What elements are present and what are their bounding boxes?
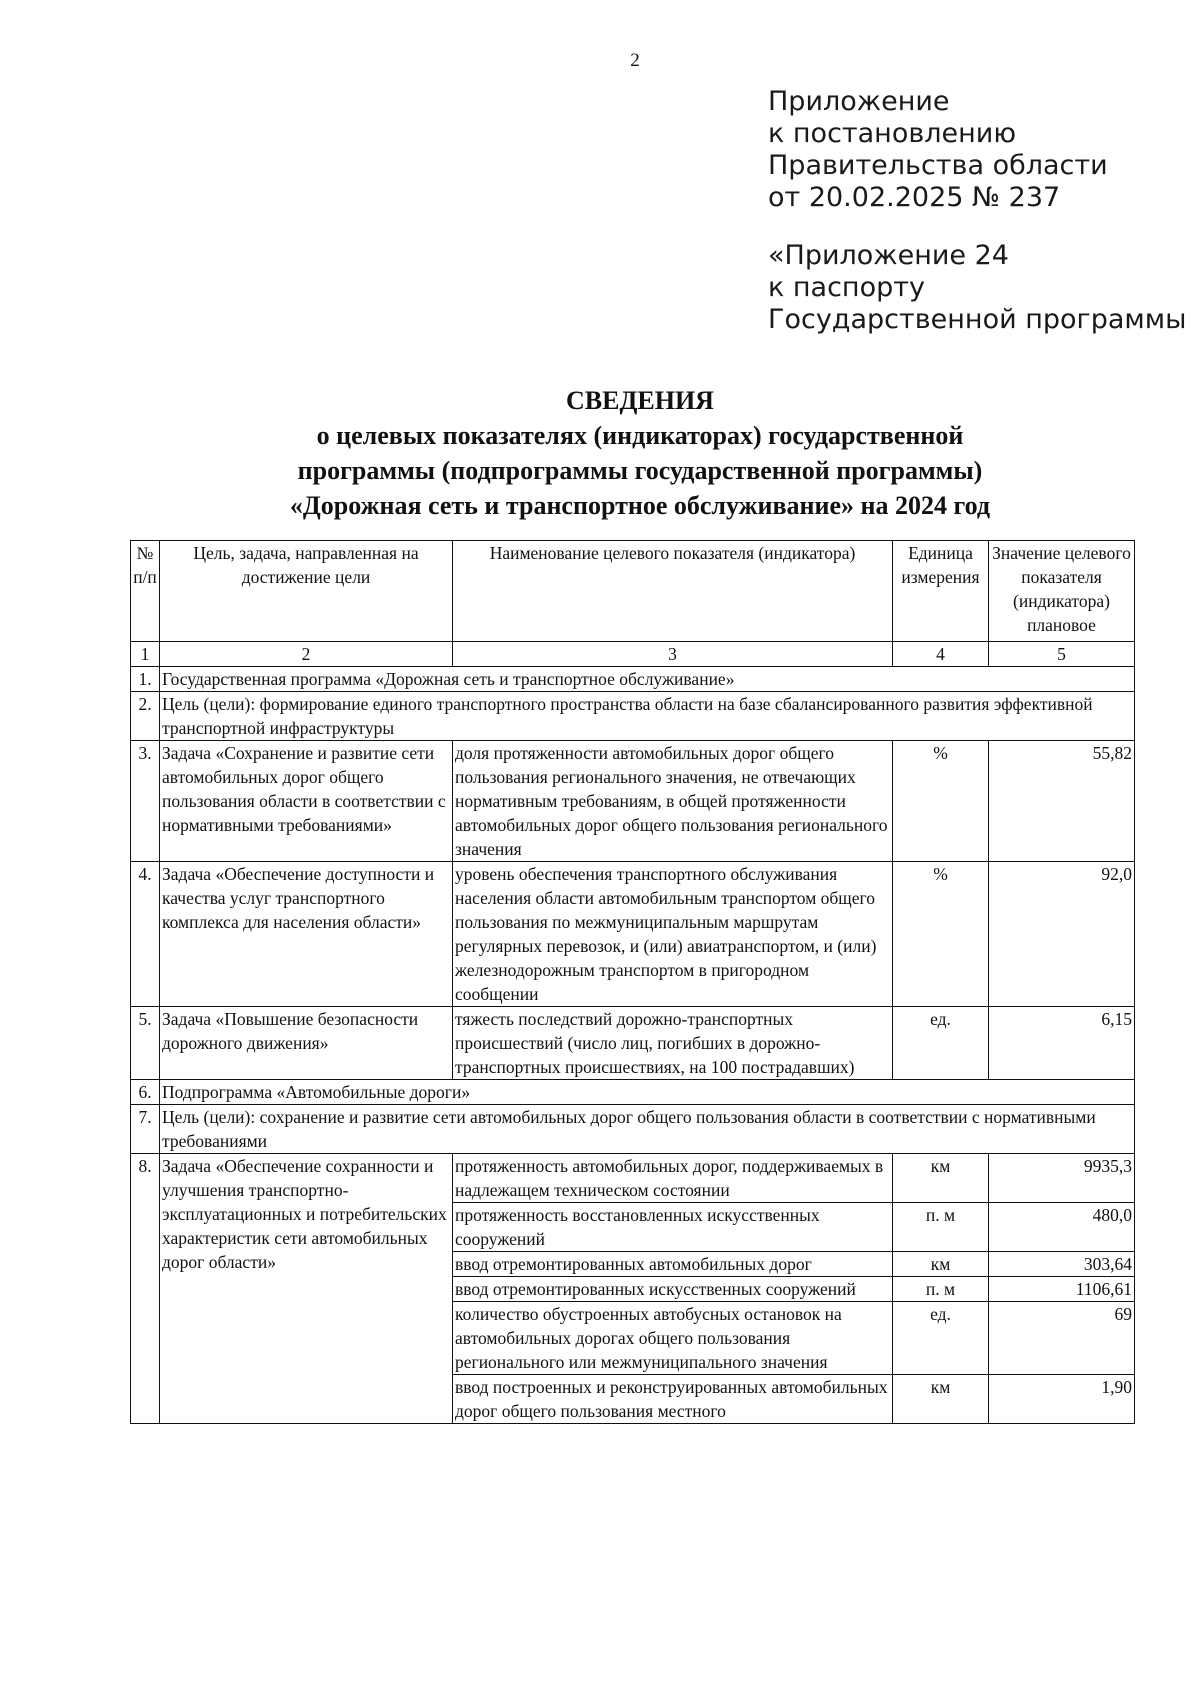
row-number: 4. — [131, 862, 160, 1007]
annex-line: «Приложение 24 — [768, 240, 1009, 271]
indicator-cell: протяженность автомобильных дорог, поддерживаемых в надлежащем техническом состоянии — [453, 1154, 893, 1203]
unit-cell: км — [893, 1154, 989, 1203]
title-line: СВЕДЕНИЯ — [566, 386, 714, 415]
indicator-cell: тяжесть последствий дорожно-транспортных происшествий (число лиц, погибших в дорожно-транспортных происшествиях, на 100 пострадавших) — [453, 1007, 893, 1080]
annex-line: к паспорту — [768, 272, 925, 303]
task-cell: Задача «Обеспечение сохранности и улучшения транспортно-эксплуатационных и потребительских характеристик сети автомобильных дорог области» — [160, 1154, 453, 1424]
unit-cell: п. м — [893, 1203, 989, 1252]
header-unit: Единица измерения — [893, 541, 989, 642]
value-cell: 69 — [989, 1302, 1135, 1375]
header-indicator: Наименование целевого показателя (индикатора) — [453, 541, 893, 642]
indicator-cell: доля протяженности автомобильных дорог общего пользования регионального значения, не отвечающих нормативным требованиям, в общей протяженности автомобильных дорог общего пользования регионального значения — [453, 741, 893, 862]
table-row — [131, 1154, 1135, 1203]
unit-cell: п. м — [893, 1277, 989, 1302]
indicators-table — [130, 540, 1135, 1424]
indicator-cell: ввод отремонтированных искусственных сооружений — [453, 1277, 893, 1302]
header-value: Значение целевого показателя (индикатора) плановое — [989, 541, 1135, 642]
approval-line: к постановлению — [768, 118, 1017, 149]
value-cell: 55,82 — [989, 741, 1135, 862]
header-goal: Цель, задача, направленная на достижение цели — [160, 541, 453, 642]
indicator-cell: уровень обеспечения транспортного обслуживания населения области автомобильным транспортом общего пользования по межмуниципальным маршрутам регулярных перевозок, и (или) авиатранспортом, и (или) железнодорожным транспортом в пригородном сообщении — [453, 862, 893, 1007]
value-cell: 1,90 — [989, 1375, 1135, 1424]
document-title — [110, 383, 1170, 523]
program-title: Государственная программа «Дорожная сеть и транспортное обслуживание» — [160, 667, 1135, 692]
unit-cell: % — [893, 741, 989, 862]
subprogram-title: Подпрограмма «Автомобильные дороги» — [160, 1080, 1135, 1105]
column-numbers-row — [131, 642, 1135, 667]
row-number: 6. — [131, 1080, 160, 1105]
value-cell: 92,0 — [989, 862, 1135, 1007]
task-cell: Задача «Повышение безопасности дорожного движения» — [160, 1007, 453, 1080]
title-line: программы (подпрограммы государственной программы) — [297, 456, 983, 485]
row-number: 8. — [131, 1154, 160, 1424]
task-cell: Задача «Сохранение и развитие сети автомобильных дорог общего пользования области в соответствии с нормативными требованиями» — [160, 741, 453, 862]
value-cell: 303,64 — [989, 1252, 1135, 1277]
column-number: 4 — [893, 642, 989, 667]
unit-cell: км — [893, 1252, 989, 1277]
indicator-cell: количество обустроенных автобусных остановок на автомобильных дорогах общего пользования регионального или межмуниципального значения — [453, 1302, 893, 1375]
unit-cell: км — [893, 1375, 989, 1424]
column-number: 1 — [131, 642, 160, 667]
table-row — [131, 667, 1135, 692]
unit-cell: ед. — [893, 1007, 989, 1080]
table-row — [131, 1007, 1135, 1080]
approval-line: Правительства области — [768, 150, 1108, 181]
annex-line: Государственной программы — [768, 304, 1187, 335]
approval-line: Приложение — [768, 86, 950, 117]
value-cell: 1106,61 — [989, 1277, 1135, 1302]
table-header-row — [131, 541, 1135, 642]
row-number: 5. — [131, 1007, 160, 1080]
indicator-cell: протяженность восстановленных искусственных сооружений — [453, 1203, 893, 1252]
title-line: о целевых показателях (индикаторах) государственной — [316, 421, 964, 450]
table-row — [131, 741, 1135, 862]
value-cell: 6,15 — [989, 1007, 1135, 1080]
page-number: 2 — [630, 50, 640, 71]
column-number: 3 — [453, 642, 893, 667]
approval-block — [768, 86, 1108, 214]
approval-line: от 20.02.2025 № 237 — [768, 182, 1061, 213]
row-number: 1. — [131, 667, 160, 692]
value-cell: 9935,3 — [989, 1154, 1135, 1203]
title-line: «Дорожная сеть и транспортное обслуживание» на 2024 год — [289, 491, 991, 520]
unit-cell: ед. — [893, 1302, 989, 1375]
unit-cell: % — [893, 862, 989, 1007]
indicator-cell: ввод отремонтированных автомобильных дорог — [453, 1252, 893, 1277]
table-row — [131, 692, 1135, 741]
column-number: 2 — [160, 642, 453, 667]
indicator-cell: ввод построенных и реконструированных автомобильных дорог общего пользования местного — [453, 1375, 893, 1424]
subprogram-goal: Цель (цели): сохранение и развитие сети автомобильных дорог общего пользования области в соответствии с нормативными требованиями — [160, 1105, 1135, 1154]
header-num: № п/п — [131, 541, 160, 642]
value-cell: 480,0 — [989, 1203, 1135, 1252]
row-number: 2. — [131, 692, 160, 741]
row-number: 7. — [131, 1105, 160, 1154]
annex-block — [768, 240, 1186, 336]
task-cell: Задача «Обеспечение доступности и качества услуг транспортного комплекса для населения области» — [160, 862, 453, 1007]
table-row — [131, 1105, 1135, 1154]
program-goal: Цель (цели): формирование единого транспортного пространства области на базе сбалансированного развития эффективной транспортной инфраструктуры — [160, 692, 1135, 741]
table-row — [131, 1080, 1135, 1105]
column-number: 5 — [989, 642, 1135, 667]
row-number: 3. — [131, 741, 160, 862]
table-row — [131, 862, 1135, 1007]
